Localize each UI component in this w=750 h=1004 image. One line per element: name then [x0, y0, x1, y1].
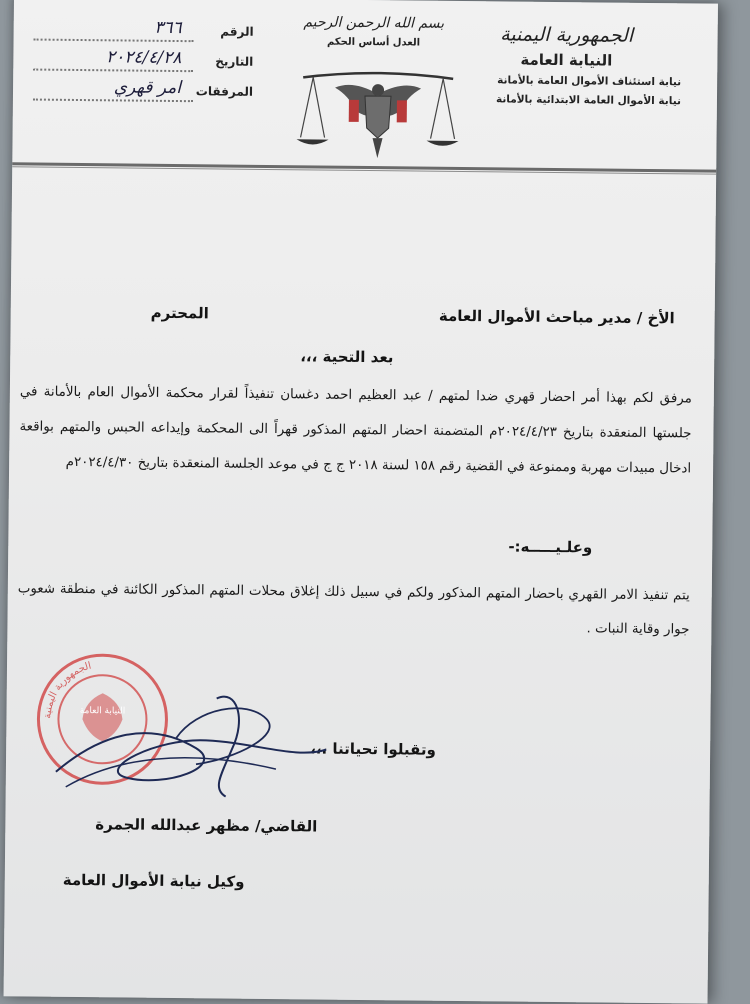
letterhead-center [263, 11, 483, 53]
attachments-label: المرفقات [195, 84, 254, 99]
signatory-title: وكيل نيابة الأموال العامة [62, 870, 245, 891]
addressee: الأخ / مدير مباحث الأموال العامة [438, 306, 675, 328]
basmala: بسم الله الرحمن الرحيم [303, 14, 445, 32]
wa-alaih-heading: وعلـيـــــه:- [508, 537, 593, 557]
greeting: بعد التحية ،،، [300, 347, 394, 367]
closing: وتقبلوا تحياتنا ،،، [310, 739, 436, 759]
date-value: ٢٠٢٤/٤/٢٨ [105, 47, 182, 69]
dept-primary: نيابة الأموال العامة الابتدائية بالأمانة [495, 93, 682, 108]
attachments-value: امر قهري [113, 77, 182, 99]
meta-number-row [33, 17, 253, 49]
dept-appeal: نيابة استئناف الأموال العامة بالأمانة [497, 74, 682, 89]
number-label: الرقم [220, 24, 254, 39]
emblem-icon [292, 65, 463, 167]
document-page [4, 0, 718, 1004]
stamp-center-text: النيابة العامة [79, 706, 126, 717]
letterhead-right [451, 21, 682, 111]
signatory-name: القاضي/ مظهر عبدالله الجمرة [95, 815, 318, 836]
republic-name: الجمهورية اليمنية [500, 23, 634, 47]
honorific: المحترم [150, 303, 209, 323]
dotted-line [34, 39, 194, 43]
date-label: التاريخ [215, 54, 254, 69]
letter-meta [33, 17, 254, 109]
dotted-line [33, 69, 193, 73]
dotted-line [33, 99, 193, 103]
number-value: ٣٦٦ [154, 17, 182, 39]
instruction-paragraph: يتم تنفيذ الامر القهري باحضار المتهم المذكور ولكم في سبيل ذلك إغلاق محلات المتهم المذكور الكائنة في منطقة شعوب جوار وقاية النبات . [17, 581, 690, 638]
stamp-ring-text: الجمهورية اليمنية [42, 660, 93, 719]
meta-attachments-row [33, 77, 253, 109]
prosecution-name: النيابة العامة [520, 50, 613, 70]
body-paragraph: مرفق لكم بهذا أمر احضار قهري ضدا لمتهم / عبد العظيم احمد دغسان تنفيذاً لقرار محكمة الأموال العام بالأمانة في جلستها المنعقدة بتاريخ ٢٠٢٤/٤/٢٣م المتضمنة احضار المتهم المذكور قهراً الى المحكمة وإيداعه الحبس والمتهم بواقعة ادخال مبيدات مهربة وممنوعة في القضية رقم ١٥٨ لسنة ٢٠١٨ ج ج في موعد الجلسة المنعقدة بتاريخ ٢٠٢٤/٤/٣٠م [19, 384, 692, 477]
signature-icon [36, 677, 337, 810]
motto: العدل أساس الحكم [326, 36, 421, 49]
meta-date-row [33, 47, 253, 79]
